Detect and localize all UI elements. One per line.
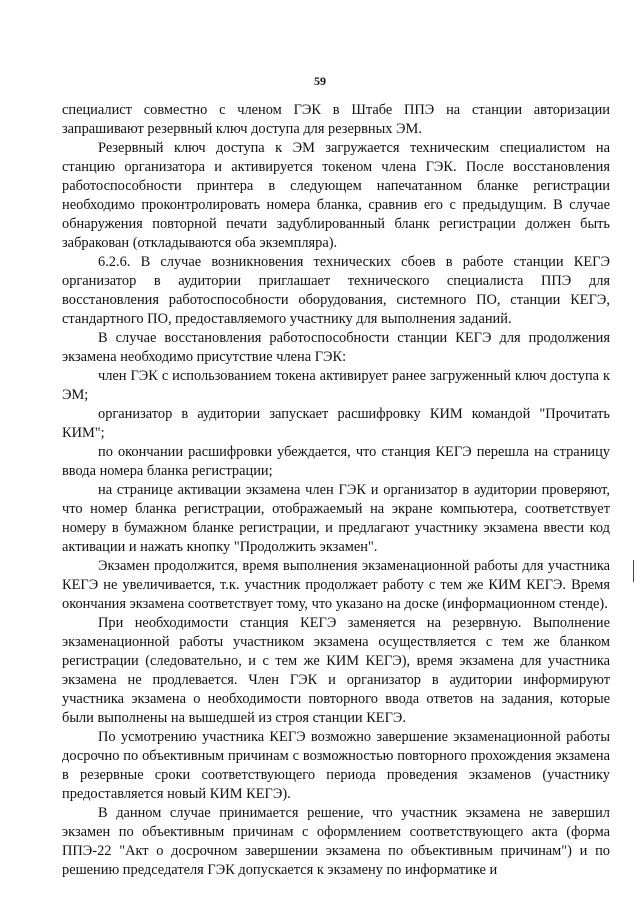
paragraph-5: член ГЭК с использованием токена активирует ранее загруженный ключ доступа к ЭМ; — [62, 368, 610, 403]
paragraph-7: по окончании расшифровки убеждается, что станция КЕГЭ перешла на страницу ввода номера бланка регистрации; — [62, 444, 610, 479]
page-number: 59 — [314, 74, 326, 88]
paragraph-6: организатор в аудитории запускает расшифровку КИМ командой "Прочитать КИМ"; — [62, 406, 610, 441]
paragraph-12: В данном случае принимается решение, что участник экзамена не завершил экзамен по объективным причинам с оформлением соответствующего акта (форма ППЭ-22 "Акт о досрочном завершении экзамена по объективным причинам") и по решению председателя ГЭК допускается к экзамену по информатике и — [62, 805, 610, 878]
margin-scan-mark — [633, 560, 634, 582]
paragraph-8: на странице активации экзамена член ГЭК и организатор в аудитории проверяют, что номер бланка регистрации, отображаемый на экране компьютера, соответствует номеру в бумажном бланке регистрации, и предлагают участнику экзамена ввести код активации и нажать кнопку "Продолжить экзамен". — [62, 482, 610, 555]
paragraph-4: В случае восстановления работоспособности станции КЕГЭ для продолжения экзамена необходимо присутствие члена ГЭК: — [62, 330, 610, 365]
paragraph-9: Экзамен продолжится, время выполнения экзаменационной работы для участника КЕГЭ не увеличивается, т.к. участник продолжает работу с тем же КИМ КЕГЭ. Время окончания экзамена соответствует тому, что указано на доске (информационном стенде). — [62, 558, 610, 612]
paragraph-2: Резервный ключ доступа к ЭМ загружается техническим специалистом на станцию организатора и активируется токеном члена ГЭК. После восстановления работоспособности принтера в следующем напечатанном бланке регистрации необходимо проконтролировать номера бланка, сравнив его с предыдущим. В случае обнаружения повторной печати задублированный бланк регистрации должен быть забракован (откладываются оба экземпляра). — [62, 140, 610, 251]
paragraph-10: При необходимости станция КЕГЭ заменяется на резервную. Выполнение экзаменационной работы участником экзамена осуществляется с тем же бланком регистрации (следовательно, и с тем же КИМ КЕГЭ), время экзамена для участника экзамена не продлевается. Член ГЭК и организатор в аудитории информируют участника экзамена о необходимости повторного ввода ответов на задания, которые были выполнены на вышедшей из строя станции КЕГЭ. — [62, 615, 610, 726]
paragraph-1: специалист совместно с членом ГЭК в Штабе ППЭ на станции авторизации запрашивают резервный ключ доступа для резервных ЭМ. — [62, 102, 610, 137]
document-body — [62, 101, 610, 880]
paragraph-3: 6.2.6. В случае возникновения технических сбоев в работе станции КЕГЭ организатор в аудитории приглашает технического специалиста ППЭ для восстановления работоспособности оборудования, системного ПО, станции КЕГЭ, стандартного ПО, предоставляемого участнику для выполнения заданий. — [62, 254, 610, 327]
paragraph-11: По усмотрению участника КЕГЭ возможно завершение экзаменационной работы досрочно по объективным причинам с возможностью повторного прохождения экзамена в резервные сроки соответствующего периода проведения экзаменов (участнику предоставляется новый КИМ КЕГЭ). — [62, 729, 610, 802]
